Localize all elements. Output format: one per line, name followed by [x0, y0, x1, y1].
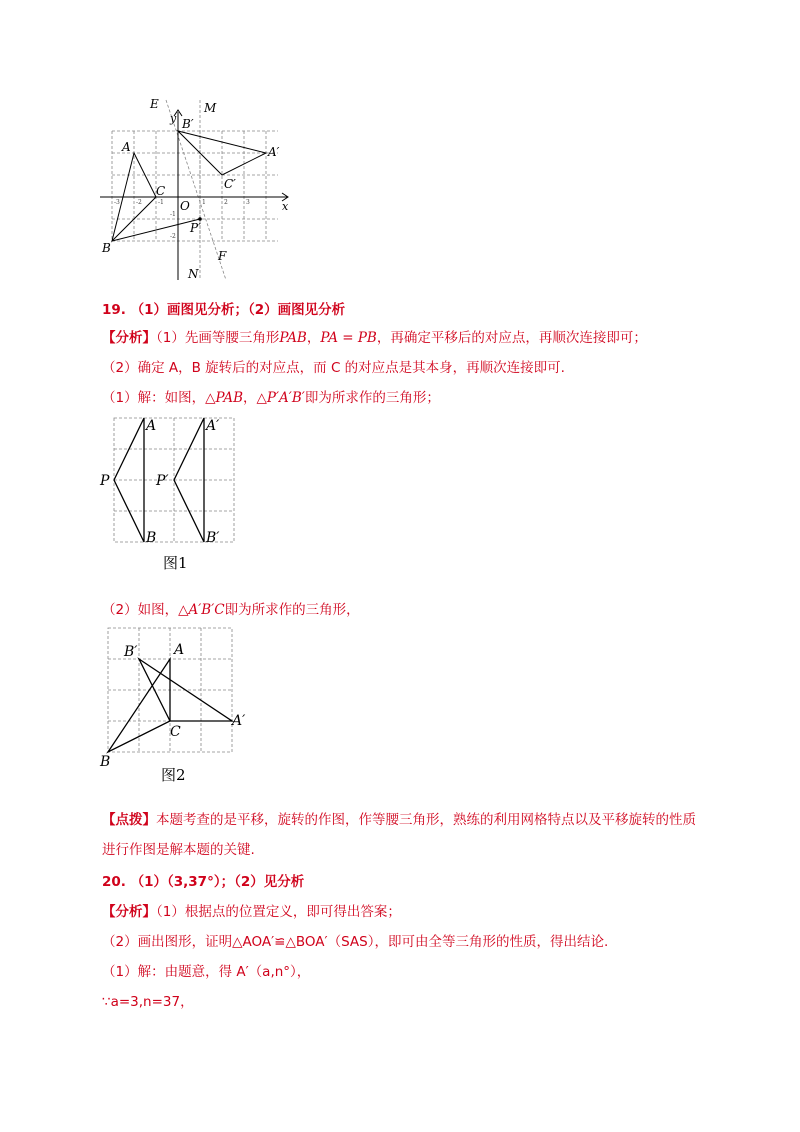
fig2-label-A-prime: A′ [206, 418, 220, 434]
tick-x-neg2: -2 [136, 199, 142, 206]
tick-x-1: 1 [202, 199, 206, 206]
fig2-label-B-prime: B′ [206, 530, 220, 546]
label-B-prime: B′ [182, 117, 194, 131]
q19-solution-2: （2）如图，△A′B′C即为所求作的三角形， [102, 602, 360, 618]
q20-analysis-1: 【分析】（1）根据点的位置定义，即可得出答案； [102, 904, 401, 920]
q20-answer: 20. （1）（3,37°）；（2）见分析 [102, 874, 305, 890]
analysis-tag: 【分析】 [102, 330, 156, 346]
fig2-label-A: A [146, 418, 157, 434]
label-M: M [204, 101, 217, 115]
q19-tip-1: 【点拨】本题考查的是平移，旋转的作图，作等腰三角形，熟练的利用网格特点以及平移旋转的性质 [102, 812, 696, 828]
q20-solution-2: ∵a=3,n=37， [102, 994, 194, 1010]
tick-y-neg2: -2 [170, 233, 176, 240]
tick-x-3: 3 [246, 199, 250, 206]
label-E: E [150, 98, 159, 111]
q19-answer: 19. （1）画图见分析；（2）画图见分析 [102, 302, 346, 318]
q19-analysis-1: 【分析】（1）先画等腰三角形PAB，PA = PB，再确定平移后的对应点，再顺次连接即可； [102, 330, 647, 346]
label-P-prime: P′ [190, 221, 201, 235]
fig2-label-B: B [146, 530, 157, 546]
q20-solution-1: （1）解：由题意，得 A′（a,n°）， [102, 964, 311, 980]
label-y: y [170, 112, 177, 125]
label-B: B [102, 241, 111, 255]
q19-analysis-2: （2）确定 A，B 旋转后的对应点，而 C 的对应点是其本身，再顺次连接即可. [102, 360, 565, 376]
label-F: F [218, 249, 227, 263]
fig3-label-C: C [170, 724, 181, 740]
label-N: N [188, 267, 199, 281]
fig3-label-B-prime: B′ [124, 644, 138, 660]
q19-solution-1: （1）解：如图，△PAB，△P′A′B′即为所求作的三角形； [102, 390, 440, 406]
fig3-label-A: A [174, 642, 185, 658]
fig2-label-P-prime: P′ [156, 473, 169, 489]
figure-translation [96, 412, 246, 552]
label-A-prime: A′ [268, 145, 280, 159]
coordinate-figure [98, 98, 298, 288]
label-C: C [156, 184, 166, 198]
label-C-prime: C′ [224, 177, 236, 191]
fig3-label-A-prime: A′ [232, 713, 246, 729]
q20-analysis-2: （2）画出图形，证明△AOA′≌△BOA′（SAS），即可由全等三角形的性质，得出结论. [102, 934, 609, 950]
tick-y-neg1: -1 [170, 211, 176, 218]
figure-caption-2: 图2 [161, 766, 186, 784]
label-A: A [122, 140, 131, 154]
figure-rotation [96, 622, 256, 767]
tick-x-neg1: -1 [158, 199, 164, 206]
figure-caption-1: 图1 [163, 554, 188, 572]
q19-tip-2: 进行作图是解本题的关键. [102, 842, 255, 858]
fig3-label-B: B [100, 754, 111, 767]
tick-x-neg3: -3 [114, 199, 120, 206]
fig2-label-P: P [100, 473, 110, 489]
tick-x-2: 2 [224, 199, 228, 206]
label-x: x [282, 200, 289, 213]
label-O: O [180, 199, 190, 213]
